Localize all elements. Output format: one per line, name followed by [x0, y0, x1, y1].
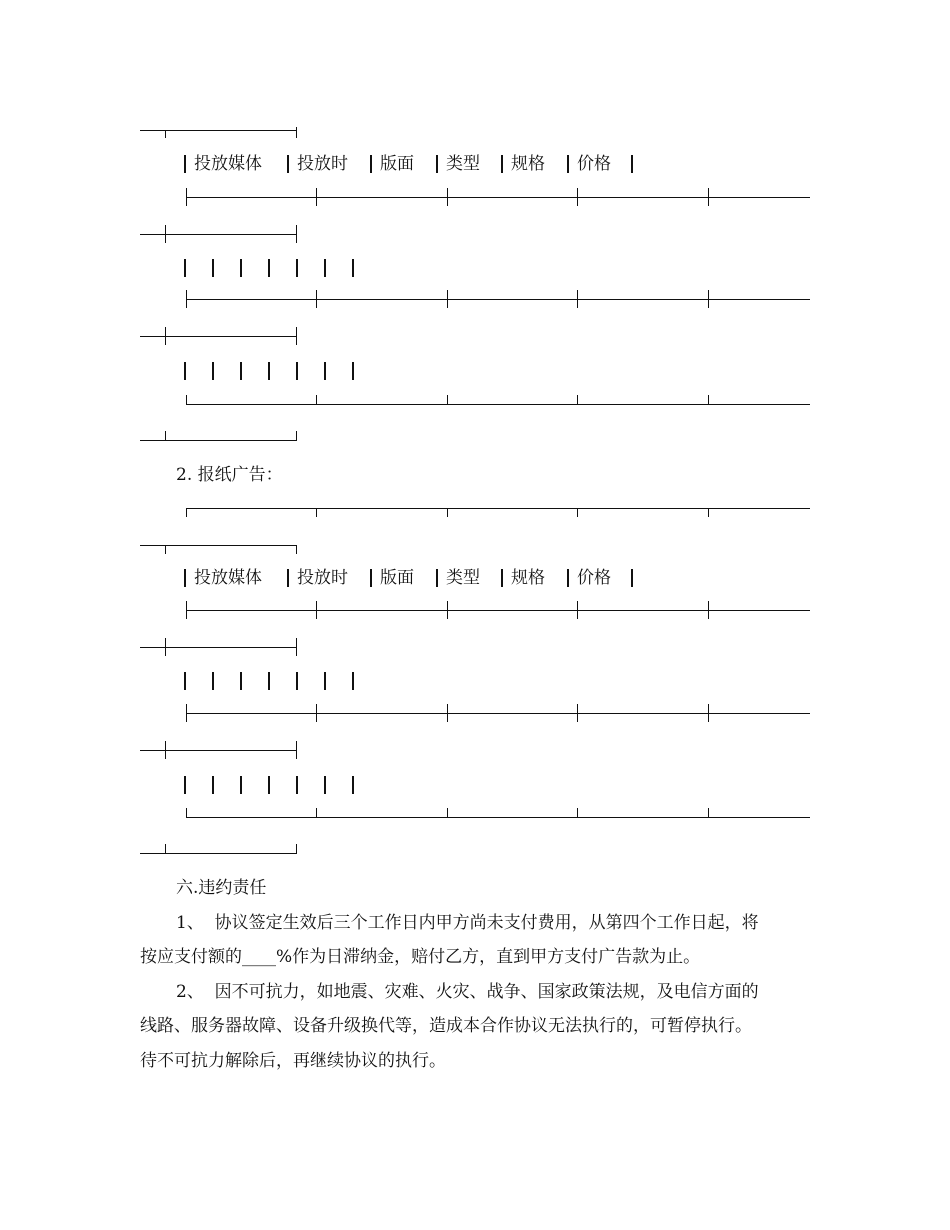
table-rule-tick: [577, 395, 578, 404]
table-header-media: 投放媒体: [194, 568, 262, 588]
table-rule-tick: [447, 188, 448, 206]
table-rule-tick: [296, 844, 297, 853]
table-header-type: 类型: [446, 154, 480, 174]
table-rule-tick: [447, 601, 448, 619]
table-rule-tick: [296, 638, 297, 656]
table-cell-border: [324, 362, 326, 380]
table-rule-tick: [296, 327, 297, 345]
table-cell-border: [324, 259, 326, 277]
table-rule-tick: [708, 290, 709, 308]
table-rule-tick: [316, 290, 317, 308]
table-cell-border: [212, 776, 214, 794]
table-cell-border: [352, 776, 354, 794]
table-rule-tick: [186, 808, 187, 817]
table-rule-tick: [447, 395, 448, 404]
table-rule: [140, 750, 297, 751]
table-rule-tick: [316, 808, 317, 817]
table-cell-border: [268, 672, 270, 690]
table-rule-tick: [186, 395, 187, 404]
table-rule-tick: [708, 808, 709, 817]
table-cell-border: [352, 259, 354, 277]
table-header-media: 投放媒体: [194, 154, 262, 174]
paragraph-line: 2、 因不可抗力，如地震、灾难、火灾、战争、国家政策法规，及电信方面的: [176, 982, 759, 1002]
table-cell-border: [240, 776, 242, 794]
table-cell-border: [631, 569, 633, 587]
table-rule: [140, 545, 297, 546]
table-cell-border: [296, 672, 298, 690]
table-header-time: 投放时: [297, 154, 348, 174]
table-rule-tick: [296, 127, 297, 138]
table-rule-tick: [316, 508, 317, 517]
table-cell-border: [287, 155, 289, 173]
table-rule-tick: [708, 395, 709, 404]
table-cell-border: [631, 155, 633, 173]
table-cell-border: [212, 362, 214, 380]
table-rule: [140, 130, 297, 131]
table-rule-tick: [316, 188, 317, 206]
table-rule-tick: [165, 327, 166, 345]
table-rule: [186, 197, 810, 198]
table-header-type: 类型: [446, 568, 480, 588]
table-rule-tick: [316, 704, 317, 722]
table-header-spec: 规格: [511, 154, 545, 174]
table-cell-border: [567, 569, 569, 587]
table-rule-tick: [186, 290, 187, 308]
table-rule-tick: [577, 188, 578, 206]
table-rule-tick: [708, 601, 709, 619]
table-cell-border: [370, 569, 372, 587]
table-rule-tick: [577, 508, 578, 517]
section-heading-breach: 六.违约责任: [176, 878, 267, 898]
table-rule: [186, 817, 810, 818]
table-cell-border: [240, 672, 242, 690]
table-cell-border: [436, 569, 438, 587]
table-rule-tick: [296, 225, 297, 243]
table-cell-border: [268, 776, 270, 794]
table-rule-tick: [577, 808, 578, 817]
table-cell-border: [184, 569, 186, 587]
table-rule-tick: [186, 601, 187, 619]
table-cell-border: [436, 155, 438, 173]
table-header-layout: 版面: [380, 568, 414, 588]
table-cell-border: [501, 155, 503, 173]
table-rule: [140, 234, 297, 235]
table-header-spec: 规格: [511, 568, 545, 588]
table-rule: [140, 853, 297, 854]
table-header-price: 价格: [577, 154, 611, 174]
table-rule-tick: [165, 545, 166, 554]
table-rule-tick: [165, 225, 166, 243]
table-rule-tick: [186, 188, 187, 206]
table-cell-border: [352, 362, 354, 380]
table-header-layout: 版面: [380, 154, 414, 174]
table-cell-border: [212, 259, 214, 277]
table-rule-tick: [186, 508, 187, 517]
table-cell-border: [287, 569, 289, 587]
table-rule: [140, 440, 297, 441]
table-rule-tick: [165, 844, 166, 853]
table-rule-tick: [447, 290, 448, 308]
table-cell-border: [352, 672, 354, 690]
table-rule-tick: [708, 508, 709, 517]
table-cell-border: [240, 362, 242, 380]
table-cell-border: [324, 672, 326, 690]
table-cell-border: [184, 362, 186, 380]
table-rule-tick: [186, 704, 187, 722]
paragraph-line: 1、 协议签定生效后三个工作日内甲方尚未支付费用，从第四个工作日起，将: [176, 913, 759, 933]
table-cell-border: [184, 155, 186, 173]
table-rule: [140, 647, 297, 648]
table-cell-border: [184, 259, 186, 277]
section-title-newspaper: 2. 报纸广告：: [176, 465, 283, 485]
table-cell-border: [240, 259, 242, 277]
table-rule-tick: [296, 431, 297, 440]
table-rule-tick: [165, 741, 166, 759]
table-rule-tick: [447, 704, 448, 722]
table-rule-tick: [577, 290, 578, 308]
table-cell-border: [296, 776, 298, 794]
table-rule-tick: [708, 188, 709, 206]
table-rule: [186, 610, 810, 611]
table-rule-tick: [577, 704, 578, 722]
table-rule-tick: [296, 545, 297, 554]
paragraph-line: 待不可抗力解除后，再继续协议的执行。: [140, 1051, 446, 1071]
table-rule: [186, 508, 810, 509]
table-header-price: 价格: [577, 568, 611, 588]
table-cell-border: [268, 259, 270, 277]
table-cell-border: [184, 776, 186, 794]
table-rule: [186, 299, 810, 300]
table-rule-tick: [165, 638, 166, 656]
table-cell-border: [184, 672, 186, 690]
paragraph-line: 线路、服务器故障、设备升级换代等，造成本合作协议无法执行的，可暂停执行。: [140, 1016, 752, 1036]
table-cell-border: [268, 362, 270, 380]
table-cell-border: [324, 776, 326, 794]
table-rule: [186, 404, 810, 405]
table-rule-tick: [316, 601, 317, 619]
table-cell-border: [567, 155, 569, 173]
table-rule-tick: [447, 808, 448, 817]
table-rule-tick: [165, 130, 166, 138]
table-cell-border: [296, 362, 298, 380]
table-rule: [140, 336, 297, 337]
table-cell-border: [501, 569, 503, 587]
table-rule-tick: [165, 431, 166, 440]
paragraph-line: 按应支付额的____%作为日滞纳金，赔付乙方，直到甲方支付广告款为止。: [140, 947, 701, 967]
table-cell-border: [212, 672, 214, 690]
table-cell-border: [296, 259, 298, 277]
table-rule-tick: [577, 601, 578, 619]
table-rule-tick: [447, 508, 448, 517]
table-cell-border: [370, 155, 372, 173]
table-header-time: 投放时: [297, 568, 348, 588]
table-rule-tick: [296, 741, 297, 759]
table-rule: [186, 713, 810, 714]
table-rule-tick: [708, 704, 709, 722]
table-rule-tick: [316, 395, 317, 404]
